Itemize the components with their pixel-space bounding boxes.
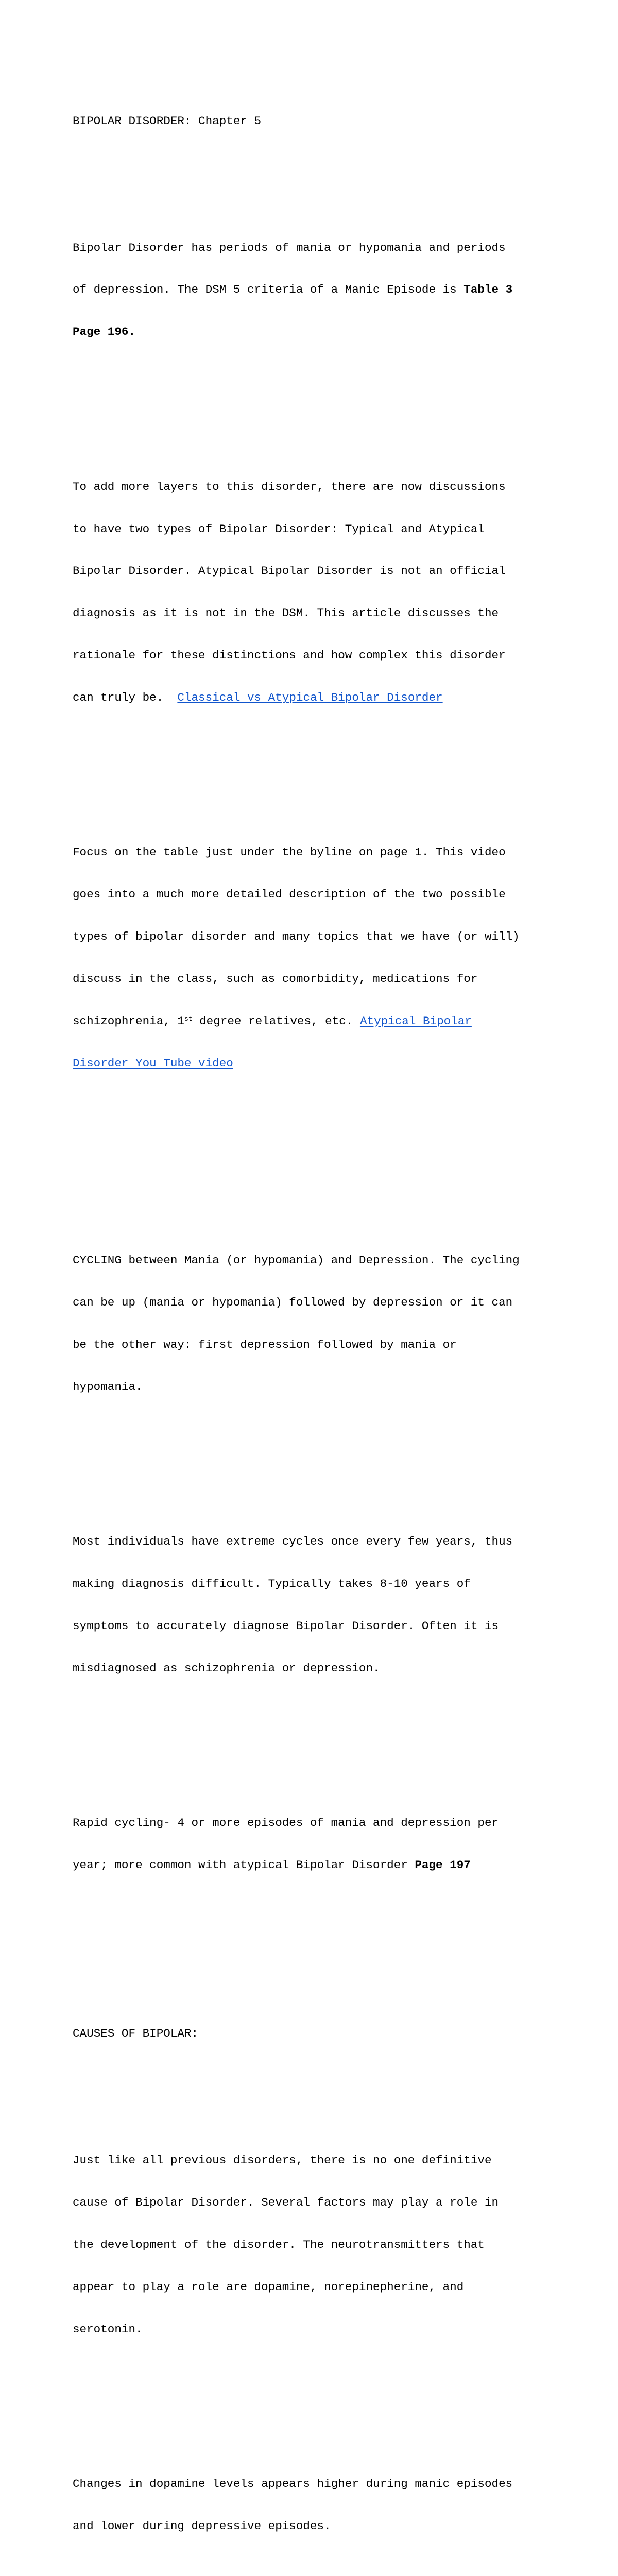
text-line: Rapid cycling- 4 or more episodes of mania and depression per xyxy=(73,1816,499,1829)
page-reference: Page 196. xyxy=(73,325,136,339)
text-line: the development of the disorder. The neurotransmitters that xyxy=(73,2238,485,2251)
text-line: symptoms to accurately diagnose Bipolar Disorder. Often it is xyxy=(73,1619,499,1633)
text-line xyxy=(73,1014,557,1028)
text-line: making diagnosis difficult. Typically takes 8-10 years of xyxy=(73,1577,471,1590)
paragraph-types xyxy=(73,452,557,733)
text-line: hypomania. xyxy=(73,1380,143,1394)
text-run: degree relatives, etc. xyxy=(192,1014,360,1028)
text-line xyxy=(73,283,557,297)
paragraph-video xyxy=(73,818,557,1099)
atypical-video-link-part1[interactable]: Atypical Bipolar xyxy=(359,1014,472,1028)
table-reference: Table 3 xyxy=(464,283,513,297)
document-page xyxy=(73,72,557,2576)
text-line xyxy=(73,325,557,339)
paragraph-diagnosis xyxy=(73,1506,557,1703)
text-line: appear to play a role are dopamine, norepinepherine, and xyxy=(73,2280,464,2294)
text-line: cause of Bipolar Disorder. Several factors may play a role in xyxy=(73,2195,499,2209)
text-line: To add more layers to this disorder, there are now discussions xyxy=(73,480,506,494)
paragraph-causes xyxy=(73,2125,557,2364)
text-line: Most individuals have extreme cycles once every few years, thus xyxy=(73,1534,513,1548)
document-title: BIPOLAR DISORDER: Chapter 5 xyxy=(73,114,262,128)
ordinal-suffix: st xyxy=(184,1014,193,1023)
text-run: schizophrenia, 1 xyxy=(73,1014,184,1028)
text-line: be the other way: first depression followed by mania or xyxy=(73,1337,457,1351)
text-run: can truly be. xyxy=(73,691,178,705)
text-line: rationale for these distinctions and how complex this disorder xyxy=(73,649,506,663)
text-run: of depression. The DSM 5 criteria of a Manic Episode is xyxy=(73,283,464,297)
text-line: to have two types of Bipolar Disorder: Typical and Atypical xyxy=(73,522,485,536)
text-line: goes into a much more detailed description of the two possible xyxy=(73,888,506,902)
text-line: Bipolar Disorder has periods of mania or hypomania and periods xyxy=(73,241,506,255)
atypical-video-link-part2[interactable]: Disorder You Tube video xyxy=(73,1056,233,1070)
page-reference: Page 197 xyxy=(415,1858,471,1872)
paragraph-dopamine xyxy=(73,2449,557,2561)
paragraph-cycling xyxy=(73,1225,557,1422)
text-line: Just like all previous disorders, there is no one definitive xyxy=(73,2153,492,2167)
text-line: types of bipolar disorder and many topics that we have (or will) xyxy=(73,930,520,944)
text-line: misdiagnosed as schizophrenia or depression. xyxy=(73,1661,380,1675)
text-line: CYCLING between Mania (or hypomania) and Depression. The cycling xyxy=(73,1253,520,1267)
text-line: diagnosis as it is not in the DSM. This article discusses the xyxy=(73,606,499,620)
text-line: can be up (mania or hypomania) followed by depression or it can xyxy=(73,1295,513,1309)
text-line: and lower during depressive episodes. xyxy=(73,2519,331,2533)
text-line: Focus on the table just under the byline on page 1. This video xyxy=(73,845,506,859)
text-line xyxy=(73,691,557,705)
paragraph-rapid-cycling xyxy=(73,1788,557,1900)
text-line: Bipolar Disorder. Atypical Bipolar Disorder is not an official xyxy=(73,564,506,578)
text-line: Changes in dopamine levels appears higher during manic episodes xyxy=(73,2477,513,2490)
text-line xyxy=(73,1057,557,1071)
paragraph-mania-depression xyxy=(73,213,557,367)
text-line: discuss in the class, such as comorbidity, medications for xyxy=(73,972,478,986)
causes-heading: CAUSES OF BIPOLAR: xyxy=(73,2027,199,2041)
classical-vs-atypical-link[interactable]: Classical vs Atypical Bipolar Disorder xyxy=(177,691,443,705)
text-run: year; more common with atypical Bipolar Disorder xyxy=(73,1858,415,1872)
text-line: serotonin. xyxy=(73,2322,143,2336)
text-line xyxy=(73,1858,557,1872)
